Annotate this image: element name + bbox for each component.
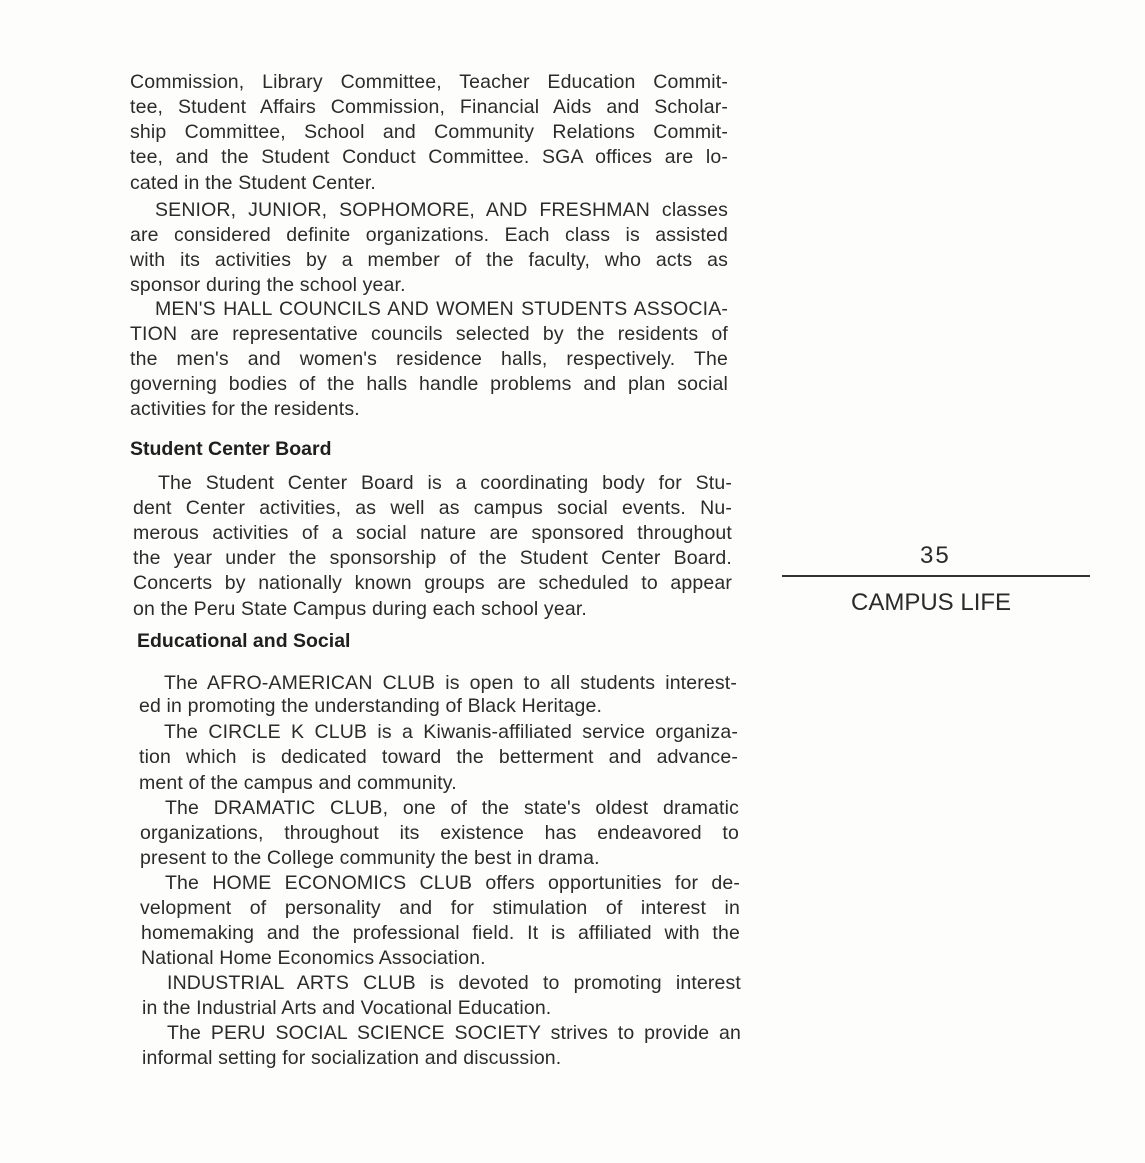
paragraph-line: the year under the sponsorship of the Student Center Board. <box>133 547 732 569</box>
paragraph-line: in the Industrial Arts and Vocational Education. <box>142 997 552 1019</box>
paragraph-line: SENIOR, JUNIOR, SOPHOMORE, AND FRESHMAN classes <box>155 199 728 221</box>
section-label: CAMPUS LIFE <box>851 589 1012 616</box>
page-number: 35 <box>920 542 951 569</box>
paragraph-line: merous activities of a social nature are sponsored throughout <box>133 522 732 544</box>
paragraph-line: The HOME ECONOMICS CLUB offers opportunities for de- <box>165 872 740 894</box>
paragraph-line: tee, Student Affairs Commission, Financial Aids and Scholar- <box>130 96 728 118</box>
paragraph-line: ship Committee, School and Community Relations Commit- <box>130 121 728 143</box>
paragraph-line: velopment of personality and for stimulation of interest in <box>140 897 740 919</box>
paragraph-line: sponsor during the school year. <box>130 274 406 296</box>
paragraph-line: are considered definite organizations. Each class is assisted <box>130 224 728 246</box>
paragraph-line: The CIRCLE K CLUB is a Kiwanis-affiliated service organiza- <box>164 721 738 743</box>
paragraph-line: homemaking and the professional field. It is affiliated with the <box>141 922 740 944</box>
paragraph-line: informal setting for socialization and discussion. <box>142 1047 562 1069</box>
paragraph-line: tion which is dedicated toward the betterment and advance- <box>139 746 738 768</box>
paragraph-line: The AFRO-AMERICAN CLUB is open to all students interest- <box>164 672 737 694</box>
paragraph-line: dent Center activities, as well as campus social events. Nu- <box>133 497 732 519</box>
paragraph-line: tee, and the Student Conduct Committee. SGA offices are lo- <box>130 146 728 168</box>
paragraph-line: Concerts by nationally known groups are scheduled to appear <box>133 572 732 594</box>
paragraph-line: the men's and women's residence halls, respectively. The <box>130 348 728 370</box>
paragraph-line: ment of the campus and community. <box>139 772 457 794</box>
paragraph-line: governing bodies of the halls handle problems and plan social <box>130 373 728 395</box>
paragraph-line: on the Peru State Campus during each school year. <box>133 598 587 620</box>
paragraph-line: with its activities by a member of the faculty, who acts as <box>130 249 728 271</box>
paragraph-line: organizations, throughout its existence has endeavored to <box>140 822 739 844</box>
paragraph-line: Commission, Library Committee, Teacher Education Commit- <box>130 71 728 93</box>
paragraph-line: activities for the residents. <box>130 398 360 420</box>
paragraph-line: National Home Economics Association. <box>141 947 486 969</box>
paragraph-line: INDUSTRIAL ARTS CLUB is devoted to promoting interest <box>167 972 741 994</box>
divider-rule <box>782 575 1090 577</box>
paragraph-line: The Student Center Board is a coordinating body for Stu- <box>158 472 732 494</box>
paragraph-line: The PERU SOCIAL SCIENCE SOCIETY strives to provide an <box>167 1022 741 1044</box>
paragraph-line: TION are representative councils selected by the residents of <box>130 323 728 345</box>
section-heading-student-center-board: Student Center Board <box>130 438 332 460</box>
paragraph-line: The DRAMATIC CLUB, one of the state's oldest dramatic <box>165 797 739 819</box>
paragraph-line: present to the College community the best in drama. <box>140 847 600 869</box>
paragraph-line: MEN'S HALL COUNCILS AND WOMEN STUDENTS ASSOCIA- <box>155 298 728 320</box>
paragraph-line: ed in promoting the understanding of Black Heritage. <box>139 695 603 717</box>
paragraph-line: cated in the Student Center. <box>130 172 376 194</box>
section-heading-educational-and-social: Educational and Social <box>137 630 351 652</box>
